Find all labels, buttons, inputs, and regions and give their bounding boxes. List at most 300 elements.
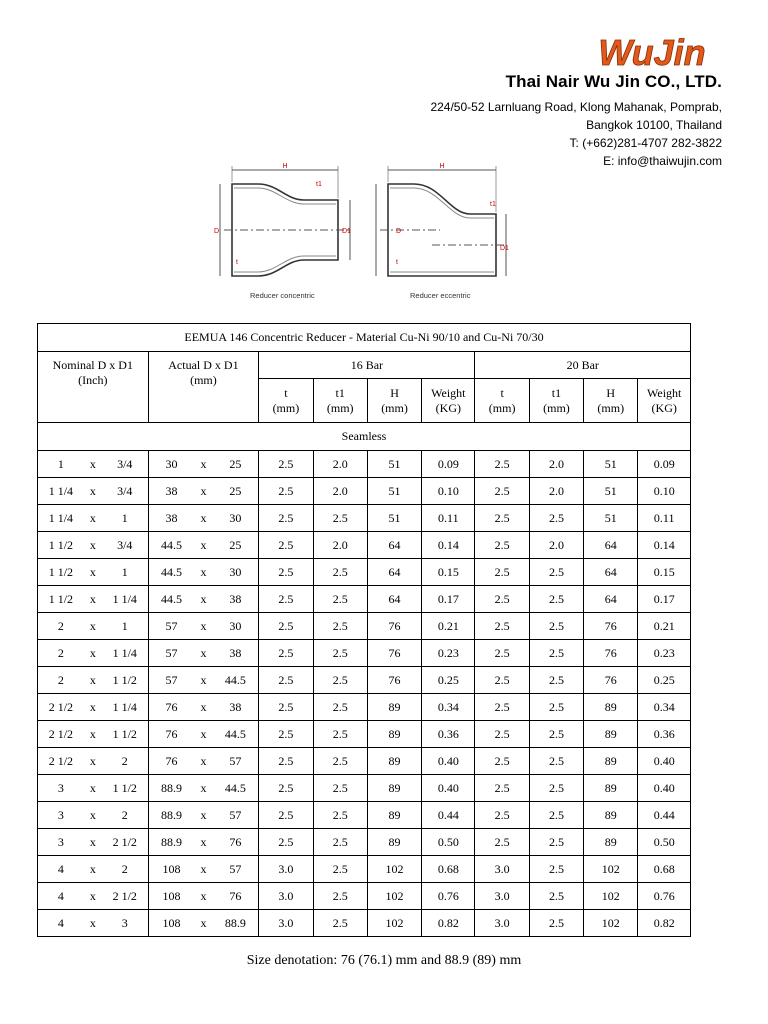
table-cell: 2.5 — [529, 802, 583, 829]
table-row — [38, 748, 691, 775]
table-cell: 0.82 — [638, 910, 691, 937]
table-cell: 2.5 — [313, 640, 367, 667]
table-cell: 1 — [102, 505, 148, 532]
table-cell: 0.50 — [638, 829, 691, 856]
table-cell: 2.5 — [475, 451, 529, 478]
table-cell: 0.21 — [638, 613, 691, 640]
table-cell: 2 1/2 — [102, 883, 148, 910]
table-cell: 51 — [367, 505, 421, 532]
table-cell: 2.5 — [313, 667, 367, 694]
table-cell: x — [194, 748, 212, 775]
table-cell: 2.5 — [259, 559, 313, 586]
table-cell: 3.0 — [259, 856, 313, 883]
table-cell: 1 1/2 — [102, 667, 148, 694]
address-line-1: 224/50-52 Larnluang Road, Klong Mahanak, Pomprab, — [430, 100, 722, 114]
table-cell: 2.5 — [313, 721, 367, 748]
label-d-concentric: D — [214, 228, 220, 235]
table-cell: x — [194, 613, 212, 640]
table-cell: 108 — [148, 883, 194, 910]
table-cell: 0.10 — [638, 478, 691, 505]
table-cell: 3 — [38, 829, 84, 856]
table-cell: 57 — [148, 613, 194, 640]
table-cell: 2.0 — [529, 478, 583, 505]
table-cell: 2.5 — [475, 532, 529, 559]
section-seamless: Seamless — [38, 423, 691, 451]
table-cell: 2.5 — [529, 748, 583, 775]
table-cell: x — [194, 883, 212, 910]
table-cell: 0.17 — [422, 586, 475, 613]
table-cell: x — [194, 478, 212, 505]
table-cell: 1 1/2 — [38, 559, 84, 586]
table-cell: x — [194, 640, 212, 667]
label-h-eccentric: H — [439, 163, 445, 170]
header-nominal-label: Nominal D x D1 — [52, 358, 133, 372]
table-cell: 0.50 — [422, 829, 475, 856]
table-cell: 64 — [367, 532, 421, 559]
table-row — [38, 505, 691, 532]
table-cell: 0.14 — [422, 532, 475, 559]
table-cell: 30 — [148, 451, 194, 478]
table-cell: 2.5 — [313, 775, 367, 802]
table-cell: 2.5 — [259, 451, 313, 478]
table-cell: 1 1/4 — [38, 505, 84, 532]
table-cell: 76 — [367, 667, 421, 694]
table-cell: 2.5 — [475, 505, 529, 532]
caption-concentric: Reducer concentric — [250, 291, 315, 300]
reducer-diagram — [200, 158, 530, 308]
table-cell: x — [84, 586, 102, 613]
label-h-concentric: H — [282, 163, 288, 170]
table-cell: 0.15 — [638, 559, 691, 586]
table-cell: 2 — [38, 667, 84, 694]
table-cell: 2.5 — [313, 586, 367, 613]
table-cell: 3.0 — [259, 883, 313, 910]
table-cell: 57 — [212, 748, 258, 775]
table-cell: 1 — [38, 451, 84, 478]
table-cell: 1 1/4 — [102, 586, 148, 613]
table-cell: 4 — [38, 883, 84, 910]
table-cell: 2.5 — [259, 802, 313, 829]
table-cell: 2 — [102, 856, 148, 883]
table-cell: 1 1/2 — [38, 532, 84, 559]
table-row — [38, 640, 691, 667]
table-cell: 0.21 — [422, 613, 475, 640]
table-cell: 3.0 — [475, 856, 529, 883]
table-cell: 0.36 — [422, 721, 475, 748]
table-cell: 2.0 — [529, 451, 583, 478]
table-cell: 44.5 — [148, 586, 194, 613]
table-cell: 2.5 — [259, 667, 313, 694]
header-16-bar: 16 Bar — [259, 352, 475, 379]
table-cell: 1 — [102, 613, 148, 640]
table-cell: 2.5 — [475, 559, 529, 586]
table-row — [38, 883, 691, 910]
table-cell: 1 1/4 — [102, 694, 148, 721]
table-row — [38, 694, 691, 721]
table-cell: 38 — [212, 694, 258, 721]
table-cell: 3/4 — [102, 532, 148, 559]
table-cell: 0.09 — [638, 451, 691, 478]
table-cell: 57 — [148, 667, 194, 694]
table-cell: 2.5 — [313, 559, 367, 586]
table-cell: 2.5 — [259, 748, 313, 775]
table-row — [38, 586, 691, 613]
table-cell: x — [194, 586, 212, 613]
table-cell: 2.5 — [259, 775, 313, 802]
label-t1-eccentric: t1 — [490, 201, 496, 208]
table-cell: 89 — [367, 802, 421, 829]
table-cell: 3.0 — [259, 910, 313, 937]
caption-eccentric: Reducer eccentric — [410, 291, 471, 300]
table-cell: 0.40 — [422, 775, 475, 802]
table-cell: 0.34 — [422, 694, 475, 721]
table-cell: 2.5 — [259, 586, 313, 613]
header-actual-label: Actual D x D1 — [168, 358, 239, 372]
subheader-t-20: t (mm) — [475, 379, 529, 423]
table-cell: 57 — [212, 856, 258, 883]
table-cell: 0.68 — [422, 856, 475, 883]
table-cell: 2.5 — [475, 748, 529, 775]
table-cell: 1 1/4 — [38, 478, 84, 505]
table-cell: x — [194, 802, 212, 829]
size-denotation-note: Size denotation: 76 (76.1) mm and 88.9 (89) mm — [246, 953, 522, 968]
table-cell: 4 — [38, 856, 84, 883]
concentric-reducer-drawing — [220, 166, 350, 276]
table-cell: 38 — [148, 478, 194, 505]
table-cell: 2.5 — [313, 802, 367, 829]
table-cell: 89 — [367, 721, 421, 748]
table-cell: 44.5 — [148, 532, 194, 559]
table-cell: 3/4 — [102, 478, 148, 505]
table-cell: 25 — [212, 478, 258, 505]
table-cell: 0.34 — [638, 694, 691, 721]
table-cell: x — [84, 721, 102, 748]
table-cell: 102 — [584, 910, 638, 937]
table-cell: 2.5 — [475, 586, 529, 613]
table-cell: 57 — [212, 802, 258, 829]
table-cell: 2.5 — [259, 694, 313, 721]
table-cell: 64 — [584, 586, 638, 613]
table-cell: x — [194, 505, 212, 532]
table-row — [38, 559, 691, 586]
table-cell: 0.68 — [638, 856, 691, 883]
table-cell: x — [194, 532, 212, 559]
table-cell: 102 — [584, 883, 638, 910]
table-cell: 38 — [148, 505, 194, 532]
table-cell: 3.0 — [475, 910, 529, 937]
table-cell: 25 — [212, 451, 258, 478]
table-cell: x — [84, 478, 102, 505]
table-cell: 2.5 — [529, 775, 583, 802]
table-cell: 76 — [584, 640, 638, 667]
table-cell: 64 — [367, 559, 421, 586]
table-cell: 76 — [367, 640, 421, 667]
table-cell: 76 — [584, 667, 638, 694]
table-cell: 88.9 — [148, 775, 194, 802]
label-d1-concentric: D1 — [342, 228, 351, 235]
table-cell: 2.5 — [529, 505, 583, 532]
table-cell: 2.5 — [529, 856, 583, 883]
table-cell: 89 — [367, 829, 421, 856]
table-cell: 51 — [367, 478, 421, 505]
table-cell: x — [84, 667, 102, 694]
table-title: EEMUA 146 Concentric Reducer - Material Cu-Ni 90/10 and Cu-Ni 70/30 — [38, 324, 691, 352]
table-cell: 2.5 — [313, 505, 367, 532]
table-cell: 76 — [212, 883, 258, 910]
phone-line: T: (+662)281-4707 282-3822 — [569, 136, 722, 150]
table-cell: 0.82 — [422, 910, 475, 937]
subheader-weight-20: Weight (KG) — [638, 379, 691, 423]
table-cell: 30 — [212, 505, 258, 532]
table-cell: 0.09 — [422, 451, 475, 478]
table-cell: 2.5 — [475, 613, 529, 640]
table-cell: 51 — [367, 451, 421, 478]
table-cell: 2.5 — [259, 478, 313, 505]
table-cell: 2.5 — [529, 721, 583, 748]
label-t1-concentric: t1 — [316, 181, 322, 188]
table-cell: 2.5 — [529, 613, 583, 640]
table-cell: 2 1/2 — [102, 829, 148, 856]
table-cell: 0.10 — [422, 478, 475, 505]
table-cell: x — [84, 883, 102, 910]
table-row — [38, 910, 691, 937]
table-cell: 102 — [584, 856, 638, 883]
header-actual-unit: (mm) — [190, 373, 217, 387]
table-cell: 2.5 — [313, 694, 367, 721]
table-cell: x — [194, 775, 212, 802]
email-line: E: info@thaiwujin.com — [603, 154, 722, 168]
table-cell: 1 1/2 — [38, 586, 84, 613]
table-cell: 102 — [367, 856, 421, 883]
subheader-h-20: H (mm) — [584, 379, 638, 423]
table-row — [38, 613, 691, 640]
table-cell: x — [84, 505, 102, 532]
table-cell: 0.25 — [638, 667, 691, 694]
table-cell: x — [84, 829, 102, 856]
table-cell: 89 — [367, 694, 421, 721]
header-20-bar: 20 Bar — [475, 352, 691, 379]
table-cell: 89 — [584, 694, 638, 721]
table-cell: 44.5 — [212, 667, 258, 694]
table-cell: x — [84, 640, 102, 667]
table-cell: 76 — [367, 613, 421, 640]
table-cell: 64 — [584, 559, 638, 586]
table-cell: 2.5 — [529, 640, 583, 667]
table-cell: 51 — [584, 451, 638, 478]
table-cell: 2.5 — [475, 694, 529, 721]
table-cell: 2.5 — [475, 640, 529, 667]
table-row — [38, 532, 691, 559]
table-cell: 2 — [102, 748, 148, 775]
table-cell: 0.14 — [638, 532, 691, 559]
table-cell: 2.5 — [475, 721, 529, 748]
table-cell: 88.9 — [148, 829, 194, 856]
table-cell: 2.0 — [313, 478, 367, 505]
table-cell: 0.40 — [422, 748, 475, 775]
table-cell: 3 — [38, 802, 84, 829]
table-row — [38, 802, 691, 829]
table-row — [38, 829, 691, 856]
subheader-weight-16: Weight (KG) — [422, 379, 475, 423]
table-cell: 3.0 — [475, 883, 529, 910]
table-cell: 108 — [148, 856, 194, 883]
table-cell: 76 — [148, 721, 194, 748]
table-cell: 0.76 — [638, 883, 691, 910]
table-cell: 89 — [367, 775, 421, 802]
table-cell: x — [194, 910, 212, 937]
company-logo — [582, 34, 722, 72]
table-cell: 2.5 — [313, 829, 367, 856]
table-cell: 76 — [212, 829, 258, 856]
table-cell: x — [194, 559, 212, 586]
table-cell: 57 — [148, 640, 194, 667]
table-cell: 89 — [584, 802, 638, 829]
header-actual — [148, 352, 259, 423]
table-cell: 76 — [584, 613, 638, 640]
table-cell: 3 — [38, 775, 84, 802]
table-cell: 2.5 — [259, 829, 313, 856]
table-row — [38, 667, 691, 694]
table-cell: 89 — [584, 721, 638, 748]
table-cell: x — [194, 694, 212, 721]
table-body — [38, 451, 691, 937]
table-cell: x — [84, 694, 102, 721]
table-cell: 1 1/2 — [102, 775, 148, 802]
table-cell: 2 1/2 — [38, 748, 84, 775]
table-cell: 38 — [212, 640, 258, 667]
table-cell: 2.5 — [313, 748, 367, 775]
table-cell: 89 — [584, 829, 638, 856]
table-cell: 0.11 — [422, 505, 475, 532]
table-cell: 38 — [212, 586, 258, 613]
table-cell: 2 1/2 — [38, 721, 84, 748]
reducer-spec-table — [37, 323, 691, 937]
table-cell: x — [84, 856, 102, 883]
table-cell: 88.9 — [148, 802, 194, 829]
table-cell: 2.5 — [529, 883, 583, 910]
table-cell: 44.5 — [212, 775, 258, 802]
table-cell: 89 — [584, 775, 638, 802]
table-cell: 2.0 — [313, 532, 367, 559]
table-cell: 2.5 — [475, 478, 529, 505]
table-cell: 89 — [584, 748, 638, 775]
table-cell: 2.5 — [313, 856, 367, 883]
table-cell: 108 — [148, 910, 194, 937]
table-cell: 89 — [367, 748, 421, 775]
table-cell: 4 — [38, 910, 84, 937]
table-cell: 0.15 — [422, 559, 475, 586]
table-cell: 76 — [148, 694, 194, 721]
label-d1-eccentric: D1 — [500, 245, 509, 252]
subheader-t1-20: t1 (mm) — [529, 379, 583, 423]
table-cell: 51 — [584, 505, 638, 532]
table-cell: 2.5 — [529, 586, 583, 613]
table-cell: 0.36 — [638, 721, 691, 748]
table-cell: 2 — [38, 640, 84, 667]
table-cell: 44.5 — [212, 721, 258, 748]
company-info — [430, 72, 722, 170]
table-cell: 2.5 — [475, 667, 529, 694]
table-cell: 30 — [212, 559, 258, 586]
table-cell: 2.5 — [529, 694, 583, 721]
table-cell: 2.5 — [313, 910, 367, 937]
table-cell: 2 1/2 — [38, 694, 84, 721]
company-name: Thai Nair Wu Jin CO., LTD. — [505, 72, 722, 91]
table-cell: 25 — [212, 532, 258, 559]
table-cell: x — [84, 910, 102, 937]
subheader-h-16: H (mm) — [367, 379, 421, 423]
table-cell: x — [84, 802, 102, 829]
address-line-2: Bangkok 10100, Thailand — [586, 118, 722, 132]
table-cell: 64 — [584, 532, 638, 559]
table-cell: x — [84, 748, 102, 775]
label-t-concentric: t — [236, 259, 238, 266]
table-cell: 2.5 — [259, 505, 313, 532]
logo-text: WuJin — [598, 34, 706, 72]
table-cell: 2 — [38, 613, 84, 640]
table-cell: 51 — [584, 478, 638, 505]
table-cell: 30 — [212, 613, 258, 640]
label-d-eccentric: D — [396, 228, 402, 235]
subheader-t-16: t (mm) — [259, 379, 313, 423]
table-cell: 0.25 — [422, 667, 475, 694]
table-row — [38, 721, 691, 748]
header-nominal — [38, 352, 149, 423]
table-cell: 2.5 — [475, 829, 529, 856]
table-cell: 64 — [367, 586, 421, 613]
header-nominal-unit: (Inch) — [78, 373, 108, 387]
table-cell: 44.5 — [148, 559, 194, 586]
table-cell: 2.5 — [259, 532, 313, 559]
table-cell: 0.76 — [422, 883, 475, 910]
table-cell: x — [194, 451, 212, 478]
table-cell: 2.0 — [529, 532, 583, 559]
table-cell: 0.23 — [638, 640, 691, 667]
table-cell: 0.40 — [638, 775, 691, 802]
table-cell: x — [194, 667, 212, 694]
table-cell: 2.5 — [529, 829, 583, 856]
table-cell: 102 — [367, 910, 421, 937]
table-cell: 2 — [102, 802, 148, 829]
table-cell: 88.9 — [212, 910, 258, 937]
table-cell: 1 1/4 — [102, 640, 148, 667]
table-cell: 2.5 — [313, 613, 367, 640]
table-cell: 2.5 — [313, 883, 367, 910]
table-cell: x — [84, 532, 102, 559]
table-row — [38, 775, 691, 802]
table-cell: 2.5 — [259, 613, 313, 640]
label-t-eccentric: t — [396, 259, 398, 266]
table-row — [38, 478, 691, 505]
table-cell: 1 — [102, 559, 148, 586]
table-cell: 0.23 — [422, 640, 475, 667]
subheader-t1-16: t1 (mm) — [313, 379, 367, 423]
table-cell: 2.5 — [529, 559, 583, 586]
table-cell: 2.0 — [313, 451, 367, 478]
table-row — [38, 856, 691, 883]
table-cell: 0.40 — [638, 748, 691, 775]
table-cell: x — [194, 721, 212, 748]
table-cell: x — [194, 856, 212, 883]
table-cell: 2.5 — [475, 775, 529, 802]
table-cell: x — [194, 829, 212, 856]
table-cell: x — [84, 559, 102, 586]
table-cell: x — [84, 613, 102, 640]
table-cell: 3/4 — [102, 451, 148, 478]
table-cell: 102 — [367, 883, 421, 910]
table-cell: 0.11 — [638, 505, 691, 532]
table-cell: 2.5 — [529, 910, 583, 937]
